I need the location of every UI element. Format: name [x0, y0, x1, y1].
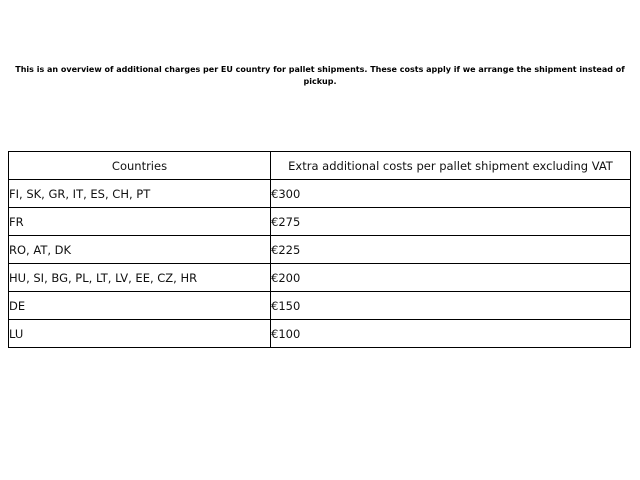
cost-cell: €100 — [271, 320, 631, 348]
table-row — [9, 264, 631, 292]
figure-caption: This is an overview of additional charges per EU country for pallet shipments. These costs apply if we arrange the shipment instead of pickup. — [15, 65, 625, 86]
table-row — [9, 292, 631, 320]
cost-cell: €275 — [271, 208, 631, 236]
table-row — [9, 320, 631, 348]
countries-cell: FI, SK, GR, IT, ES, CH, PT — [9, 180, 271, 208]
cost-cell: €300 — [271, 180, 631, 208]
charges-table — [8, 151, 631, 348]
countries-cell: LU — [9, 320, 271, 348]
column-header-costs: Extra additional costs per pallet shipment excluding VAT — [271, 152, 631, 180]
countries-cell: RO, AT, DK — [9, 236, 271, 264]
table-row — [9, 180, 631, 208]
table-row — [9, 208, 631, 236]
cost-cell: €150 — [271, 292, 631, 320]
countries-cell: HU, SI, BG, PL, LT, LV, EE, CZ, HR — [9, 264, 271, 292]
cost-cell: €200 — [271, 264, 631, 292]
countries-cell: DE — [9, 292, 271, 320]
cost-cell: €225 — [271, 236, 631, 264]
header-row — [9, 152, 631, 180]
countries-cell: FR — [9, 208, 271, 236]
table-row — [9, 236, 631, 264]
column-header-countries: Countries — [9, 152, 271, 180]
